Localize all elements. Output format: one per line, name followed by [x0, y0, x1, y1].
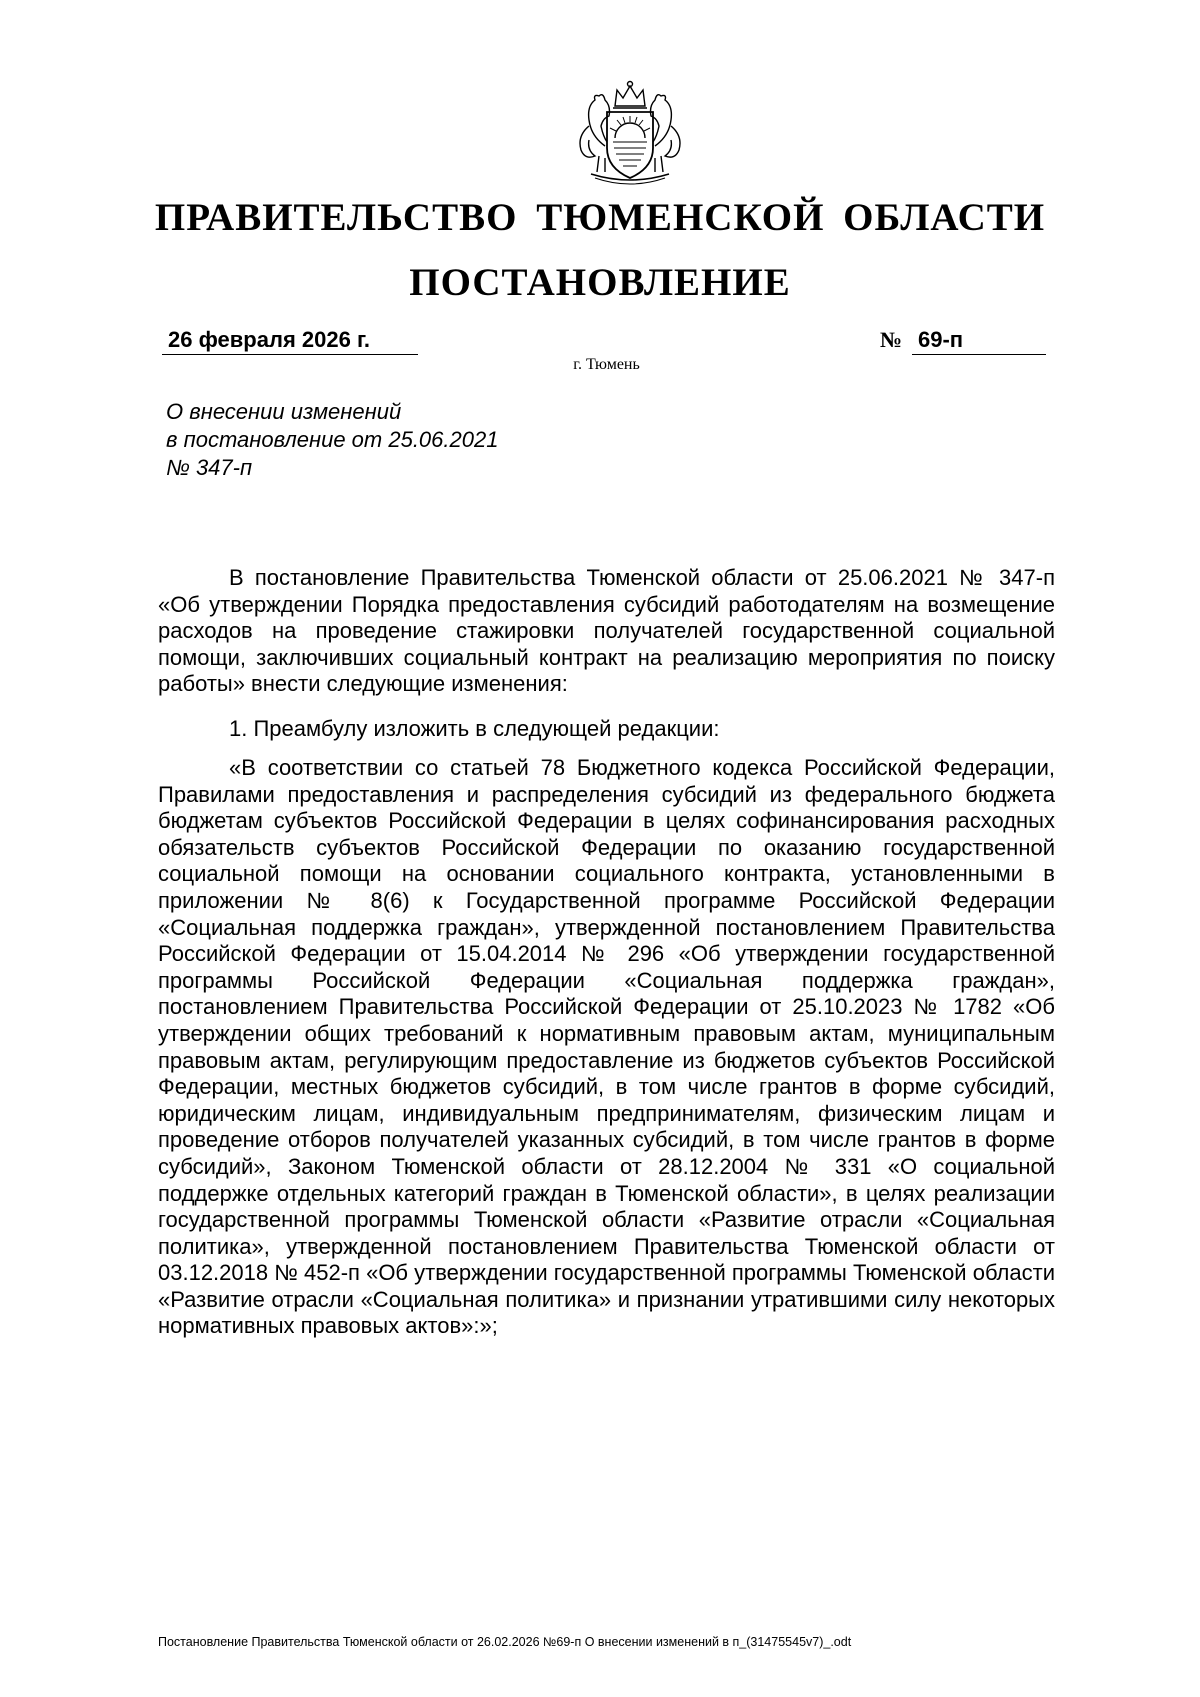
- coat-of-arms-emblem: [555, 76, 705, 186]
- body-paragraph-item-1: 1. Преамбулу изложить в следующей редакции:: [229, 716, 720, 741]
- city-label: г. Тюмень: [573, 356, 640, 373]
- body-paragraph-intro: В постановление Правительства Тюменской области от 25.06.2021 № 347-п «Об утверждении Порядка предоставления субсидий работодателям на возмещение расходов на проведение стажировки получателей государственной социальной помощи, заключивших социальный контракт на реализацию мероприятия по поиску работы» внести следующие изменения:: [158, 565, 1055, 697]
- subject-line: № 347-п: [166, 455, 253, 480]
- body-paragraph-preamble-quote: «В соответствии со статьей 78 Бюджетного кодекса Российской Федерации, Правилами предоставления и распределения субсидий из федерального бюджета бюджетам субъектов Российской Федерации в целях софинансирования расходных обязательств субъектов Российской Федерации по оказанию государственной социальной помощи на основании социального контракта, установленными в приложении № 8(6) к Государственной программе Российской Федерации «Социальная поддержка граждан», утвержденной постановлением Правительства Российской Федерации от 15.04.2014 № 296 «Об утверждении государственной программы Российской Федерации «Социальная поддержка граждан», постановлением Правительства Российской Федерации от 25.10.2023 № 1782 «Об утверждении общих требований к нормативным правовым актам, муниципальным правовым актам, регулирующим предоставление из бюджетов субъектов Российской Федерации, местных бюджетов субсидий, в том числе грантов в форме субсидий, юридическим лицам, индивидуальным предпринимателям, физическим лицам и проведение отборов получателей указанных субсидий, в том числе грантов в форме субсидий», Законом Тюменской области от 28.12.2004 № 331 «О социальной поддержке отдельных категорий граждан в Тюменской области», в целях реализации государственной программы Тюменской области «Развитие отрасли «Социальная политика», утвержденной постановлением Правительства Тюменской области от 03.12.2018 № 452-п «Об утверждении государственной программы Тюменской области «Развитие отрасли «Социальная политика» и признании утратившими силу некоторых нормативных правовых актов»:»;: [158, 755, 1055, 1339]
- page-footer: Постановление Правительства Тюменской области от 26.02.2026 №69-п О внесении изменений в п_(31475545v7)_.odt: [158, 1635, 852, 1649]
- subject-line: О внесении изменений: [166, 399, 402, 424]
- subject-line: в постановление от 25.06.2021: [166, 427, 499, 452]
- document-subject: [166, 398, 666, 482]
- organization-title: ПРАВИТЕЛЬСТВО ТЮМЕНСКОЙ ОБЛАСТИ: [154, 196, 1046, 239]
- document-number: 69-п: [912, 327, 1046, 355]
- number-sign: №: [880, 327, 903, 352]
- document-type-heading: ПОСТАНОВЛЕНИЕ: [409, 261, 791, 304]
- document-date: 26 февраля 2026 г.: [162, 327, 418, 355]
